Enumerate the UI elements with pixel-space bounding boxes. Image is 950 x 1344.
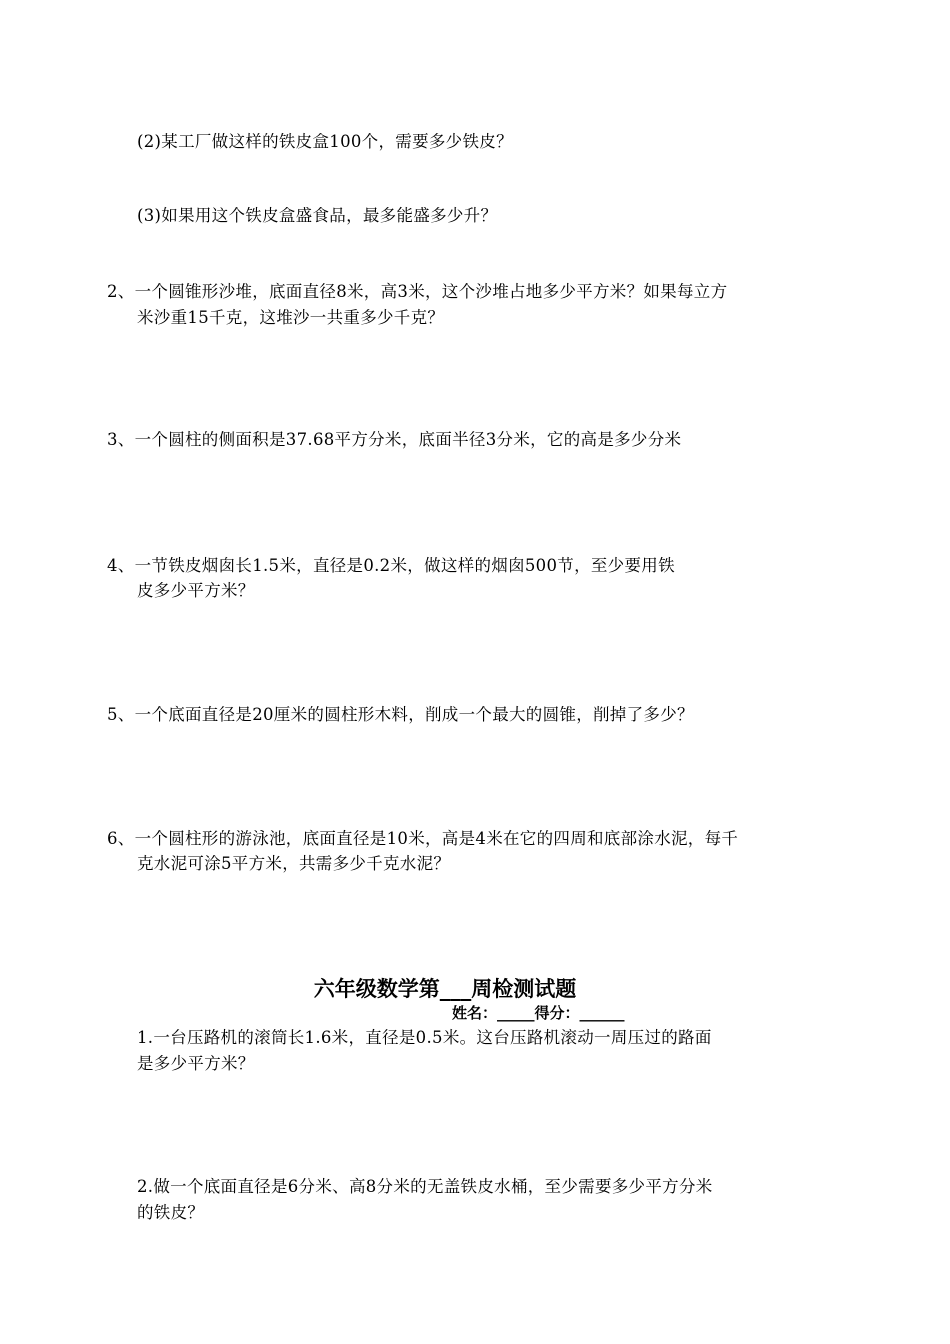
test-title: 六年级数学第___周检测试题 [313,977,577,1001]
question-6-line-1: 6、一个圆柱形的游泳池，底面直径是10米，高是4米在它的四周和底部涂水泥，每千 [107,829,739,848]
test-question-2-line-2: 的铁皮？ [137,1203,205,1222]
test-subtitle: 姓名：_____得分：______ [452,1004,625,1022]
question-2-line-2: 米沙重15千克，这堆沙一共重多少千克？ [137,308,445,327]
question-2-line-1: 2、一个圆锥形沙堆，底面直径8米，高3米，这个沙堆占地多少平方米？如果每立方 [107,282,728,301]
question-5-line-1: 5、一个底面直径是20厘米的圆柱形木料，削成一个最大的圆锥，削掉了多少？ [107,705,694,724]
test-question-1-line-2: 是多少平方米？ [137,1054,255,1073]
question-4-line-1: 4、一节铁皮烟囱长1.5米，直径是0.2米，做这样的烟囱500节，至少要用铁 [107,556,675,575]
question-4-line-2: 皮多少平方米？ [137,581,255,600]
sub-question-2: (2)某工厂做这样的铁皮盒100个，需要多少铁皮？ [137,132,513,151]
sub-question-3: (3)如果用这个铁皮盒盛食品，最多能盛多少升？ [137,206,498,225]
test-question-1-line-1: 1.一台压路机的滚筒长1.6米，直径是0.5米。这台压路机滚动一周压过的路面 [137,1028,712,1047]
question-6-line-2: 克水泥可涂5平方米，共需多少千克水泥？ [137,854,451,873]
question-3-line-1: 3、一个圆柱的侧面积是37.68平方分米，底面半径3分米，它的高是多少分米 [107,430,682,449]
test-question-2-line-1: 2.做一个底面直径是6分米、高8分米的无盖铁皮水桶，至少需要多少平方分米 [137,1177,713,1196]
